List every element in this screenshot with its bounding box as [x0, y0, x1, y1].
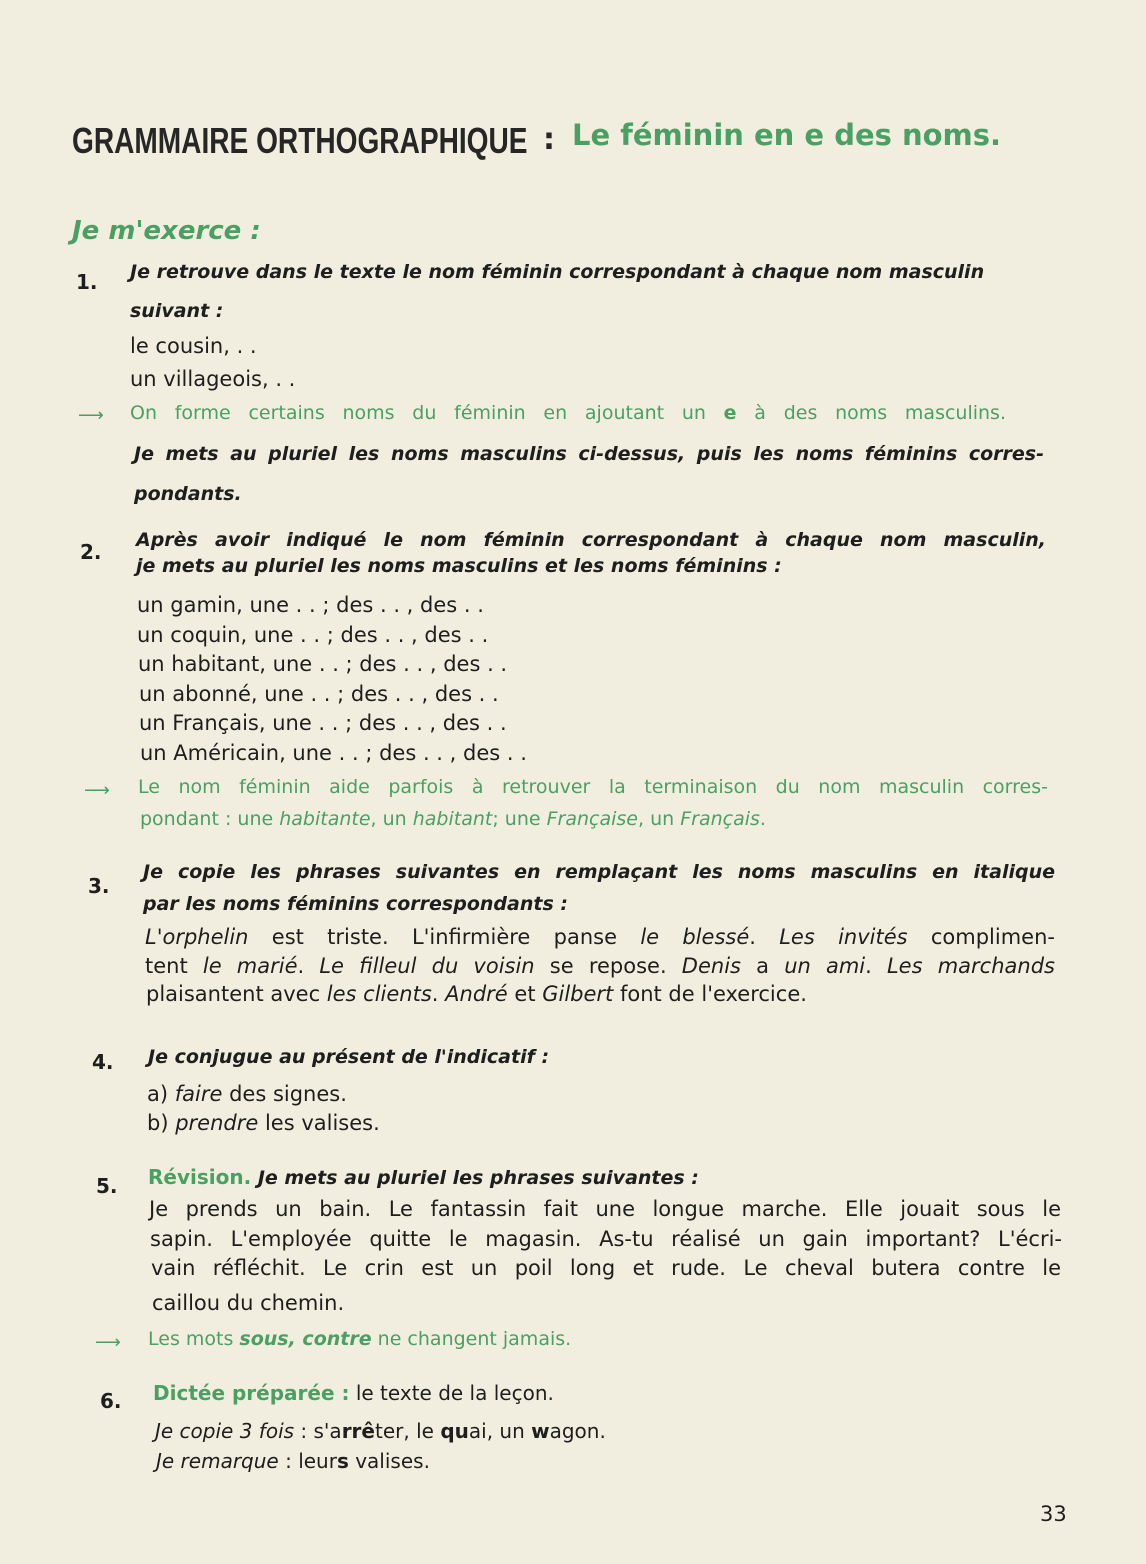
text-segment: Je mets au pluriel les phrases suivantes : [251, 1167, 699, 1189]
text-line [155, 1418, 606, 1444]
text-line [146, 981, 807, 1007]
text-segment: valises. [348, 1449, 430, 1473]
text-segment: le blessé [640, 925, 750, 949]
text-segment: tent [145, 954, 203, 978]
text-line [134, 480, 242, 507]
text-segment: panse [530, 925, 641, 949]
text-segment: les clients [326, 982, 432, 1006]
text-segment: rr [341, 1419, 362, 1443]
text-segment: font de l'exercice. [613, 982, 807, 1006]
text-segment: Le filleul du voisin [319, 954, 535, 978]
text-segment: : leur [278, 1449, 337, 1473]
title-topic: Le féminin en e des noms. [572, 118, 1002, 152]
text-segment: Je copie 3 fois [155, 1419, 295, 1443]
text-line [130, 297, 223, 324]
text-segment: Dictée préparée : [153, 1381, 350, 1405]
text-segment: suivant : [130, 300, 224, 322]
text-segment: André [445, 982, 508, 1006]
exercise-number: 5. [96, 1174, 118, 1198]
text-segment: habitant [412, 808, 493, 830]
text-segment: un villageois, . . [130, 367, 296, 391]
text-line [153, 1380, 554, 1406]
section-heading: Je m'exerce : [72, 216, 261, 246]
text-line [139, 681, 499, 707]
text-segment: à des noms masculins. [736, 402, 1006, 424]
text-segment: je mets au pluriel les noms masculins et les noms féminins : [136, 555, 782, 577]
text-segment: ; une [492, 808, 547, 830]
text-segment: vain réfléchit. Le crin est un poil long et rude. Le cheval butera contre le [151, 1256, 1061, 1280]
text-segment: Je remarque [156, 1449, 279, 1473]
text-segment: un coquin, une . . ; des . . , des . . [137, 623, 489, 647]
text-segment: agon. [549, 1419, 606, 1443]
text-line [149, 1196, 1061, 1222]
text-segment: le cousin, . . [130, 334, 257, 358]
text-line [136, 552, 782, 579]
text-line [140, 806, 766, 832]
text-segment: a) [147, 1082, 175, 1106]
text-line [139, 710, 507, 736]
text-segment: Révision. [148, 1165, 252, 1189]
text-segment: e [723, 402, 737, 424]
text-segment: . [759, 808, 766, 830]
text-segment: ne changent jamais. [371, 1328, 572, 1350]
text-segment: habitante [279, 808, 371, 830]
text-segment: , un [638, 808, 681, 830]
title-grammar [72, 120, 656, 162]
text-segment: un Français, une . . ; des . . , des . . [139, 711, 507, 735]
exercise-number: 1. [76, 270, 98, 294]
exercise-number: 4. [92, 1050, 114, 1074]
text-segment: faire [174, 1082, 223, 1106]
text-line [138, 774, 1048, 800]
text-segment: Je copie les phrases suivantes en remplaçant les noms masculins en italique [143, 861, 1055, 883]
text-segment: L'infirmière [411, 925, 531, 949]
text-segment: Les marchands [886, 954, 1055, 978]
text-line [143, 890, 568, 917]
text-segment: un gamin, une . . ; des . . , des . . [137, 593, 484, 617]
text-segment: Je mets au pluriel les noms masculins ci-dessus, puis les noms féminins corres- [134, 443, 1044, 465]
text-segment: , un [370, 808, 413, 830]
text-segment: qu [440, 1419, 469, 1443]
text-segment: prendre [175, 1111, 259, 1135]
text-segment: Le nom féminin aide parfois à retrouver la terminaison du nom masculin corres- [138, 776, 1048, 798]
text-line [130, 366, 295, 392]
text-segment: Française [546, 808, 638, 830]
text-segment: s [336, 1449, 349, 1473]
text-segment: Gilbert [542, 982, 614, 1006]
text-segment: par les noms féminins correspondants : [143, 893, 568, 915]
text-line [138, 651, 507, 677]
title-colon: : [543, 122, 555, 157]
text-segment: . [865, 954, 887, 978]
text-segment: Les invités [779, 925, 908, 949]
text-segment: ê [361, 1419, 375, 1443]
text-segment: . [431, 982, 446, 1006]
text-line [130, 400, 1006, 426]
text-segment: sous, contre [239, 1328, 372, 1350]
text-segment: ai, un [468, 1419, 532, 1443]
text-line [148, 1326, 571, 1352]
text-segment: le marié [202, 954, 298, 978]
text-segment: L'orphelin [145, 925, 249, 949]
text-segment: w [531, 1419, 550, 1443]
text-segment: pondants. [134, 483, 242, 505]
text-segment: Les mots [148, 1328, 240, 1350]
text-segment: complimen- [907, 925, 1055, 949]
text-line [136, 526, 1046, 553]
text-segment: plaisantent avec [146, 982, 327, 1006]
text-segment: . [749, 925, 780, 949]
text-segment: un ami [784, 954, 866, 978]
text-line [151, 1255, 1061, 1281]
exercise-number: 6. [100, 1389, 122, 1413]
text-line [134, 440, 1044, 467]
text-line [143, 858, 1055, 885]
text-segment: les valises. [258, 1111, 380, 1135]
text-segment: le texte de la leçon. [349, 1381, 554, 1405]
text-segment: un Américain, une . . ; des . . , des . . [140, 741, 527, 765]
text-segment: Denis [681, 954, 741, 978]
text-line [137, 622, 488, 648]
text-segment: On forme certains noms du féminin en ajoutant un [130, 402, 724, 424]
exercise-number: 3. [88, 874, 110, 898]
text-line [152, 1290, 344, 1316]
text-segment: b) [147, 1111, 176, 1135]
text-segment: : s'a [294, 1419, 342, 1443]
text-segment: ter, le [375, 1419, 441, 1443]
text-segment: Je conjugue au présent de l'indicatif : [148, 1046, 550, 1068]
text-segment: Français [680, 808, 760, 830]
text-line [145, 953, 1055, 979]
text-segment: caillou du chemin. [152, 1291, 345, 1315]
text-line [150, 1226, 1062, 1252]
text-segment: sapin. L'employée quitte le magasin. As-tu réalisé un gain important? L'écri- [150, 1227, 1062, 1251]
arrow-right-icon: ⟶ [84, 780, 110, 801]
text-line [147, 1081, 347, 1107]
page-number: 33 [1040, 1502, 1067, 1526]
exercise-number: 2. [80, 540, 102, 564]
text-segment: un abonné, une . . ; des . . , des . . [139, 682, 499, 706]
title-main: GRAMMAIRE ORTHOGRAPHIQUE [72, 120, 528, 161]
text-segment: pondant : une [140, 808, 280, 830]
text-segment: . [297, 954, 320, 978]
text-line [148, 1164, 699, 1191]
text-line [147, 1110, 380, 1136]
arrow-right-icon: ⟶ [95, 1332, 121, 1353]
text-segment: est triste. [248, 925, 412, 949]
text-segment: Je retrouve dans le texte le nom féminin correspondant à chaque nom masculin [130, 261, 985, 283]
text-segment: des signes. [222, 1082, 347, 1106]
text-segment: Après avoir indiqué le nom féminin correspondant à chaque nom masculin, [136, 529, 1046, 551]
arrow-right-icon: ⟶ [78, 405, 104, 426]
text-line [148, 1043, 549, 1070]
text-segment: se repose. [534, 954, 682, 978]
text-segment: un habitant, une . . ; des . . , des . . [138, 652, 508, 676]
text-segment: et [507, 982, 543, 1006]
text-line [140, 740, 527, 766]
text-line [145, 924, 1055, 950]
text-segment: a [740, 954, 785, 978]
text-segment: Je prends un bain. Le fantassin fait une longue marche. Elle jouait sous le [149, 1197, 1061, 1221]
text-line [130, 333, 257, 359]
text-line [130, 258, 984, 285]
text-line [156, 1448, 430, 1474]
text-line [137, 592, 484, 618]
